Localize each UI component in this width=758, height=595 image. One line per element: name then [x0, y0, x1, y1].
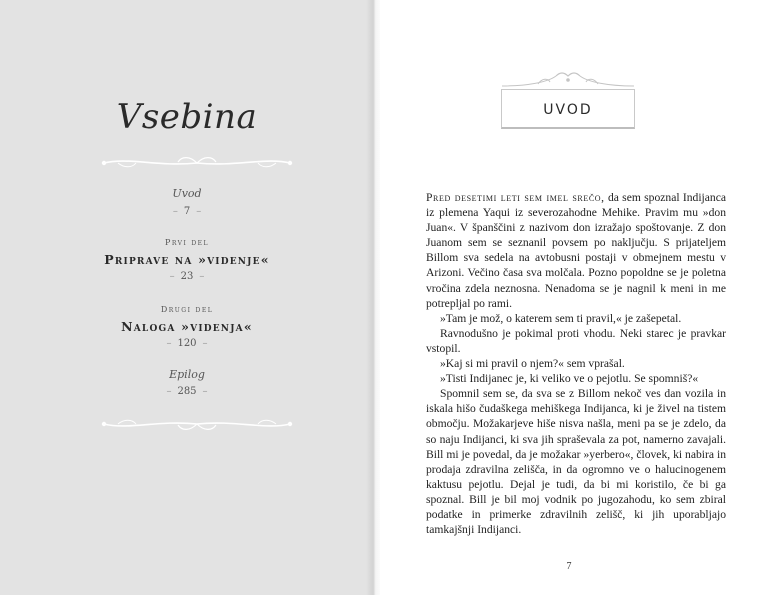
toc-part2-page: – 120 –: [166, 338, 208, 349]
chapter-body: [426, 190, 726, 537]
left-page: [0, 0, 374, 595]
paragraph: Ravnodušno je pokimal proti vhodu. Neki starec je pravkar vstopil.: [426, 326, 726, 355]
toc-entry-intro-label[interactable]: Uvod: [172, 187, 202, 200]
toc-part2-title[interactable]: Naloga »videnja«: [121, 319, 253, 334]
page-number: 7: [566, 561, 572, 572]
right-page: [380, 0, 758, 595]
toc-title: Vsebina: [116, 97, 258, 137]
toc-part1-page: – 23 –: [169, 271, 205, 282]
paragraph: »Kaj si mi pravil o njem?« sem vprašal.: [440, 357, 625, 371]
toc-entry-intro-page: – 7 –: [172, 206, 202, 217]
paragraph: Spomnil sem se, da sva se z Billom nekoč ves dan vozila in iskala hišo čudaškega mehiškega Indijanca, ki je živel na tistem območju. Možakarjeve hiše nisva našla, meni pa se je zdelo, da so naju Indijanci, ki sva jih spraševala za pot, namerno zavajali. Bill mi je povedal, da je možakar »yerbero«, človek, ki nabira in prodaja zdravilna zelišča, in da ogromno ve o halucinogenem kaktusu pejotlu. Dejal je tudi, da bi mi koristilo, če bi ga spoznal. Bill je bil moj vodnik po jugozahodu, ko sem zbiral podatke in primerke zdravilnih zelišč, ki jih uporabljajo tamkajšnji Indijanci.: [426, 387, 726, 537]
paragraph: [426, 190, 726, 311]
paragraph: »Tisti Indijanec je, ki veliko ve o pejotlu. Se spomniš?«: [440, 372, 699, 386]
chapter-title: UVOD: [543, 102, 593, 118]
toc-entry-epilogue-page: – 285 –: [166, 386, 208, 397]
toc-part1-title[interactable]: Priprave na »videnje«: [104, 252, 270, 267]
toc-page-number: 120: [177, 338, 197, 349]
toc-part1-label: Prvi del: [164, 238, 210, 247]
chapter-header-box: [501, 89, 635, 129]
toc-page-number: 285: [177, 386, 197, 397]
paragraph: »Tam je mož, o katerem sem ti pravil,« je zašepetal.: [440, 311, 682, 325]
flourish-ornament-bottom: [98, 414, 296, 434]
toc-part2-label: Drugi del: [160, 305, 214, 314]
paragraph-text: da sem spoznal Indijanca iz plemena Yaqui iz severozahodne Mehike. Pravim mu »don Juan«. V španščini z nazivom don izražajo spoštovanje. Z don Juanom sem se seznanil povsem po naključju. S prijateljem Billom sva sedela na avtobusni postaji v obmejnem mestu v Arizoni. Večino časa sva molčala. Pozno popoldne se je poletna vročina zdela neznosna. Nenadoma se je nagnil k meni in me potrepljal po rami.: [426, 191, 726, 310]
toc-entry-epilogue-label[interactable]: Epilog: [169, 368, 205, 381]
flourish-ornament-top: [98, 153, 296, 173]
toc-page-number: 23: [180, 271, 194, 282]
toc-page-number: 7: [183, 206, 191, 217]
opening-smallcaps: Pred desetimi leti sem imel srečo,: [426, 191, 605, 204]
